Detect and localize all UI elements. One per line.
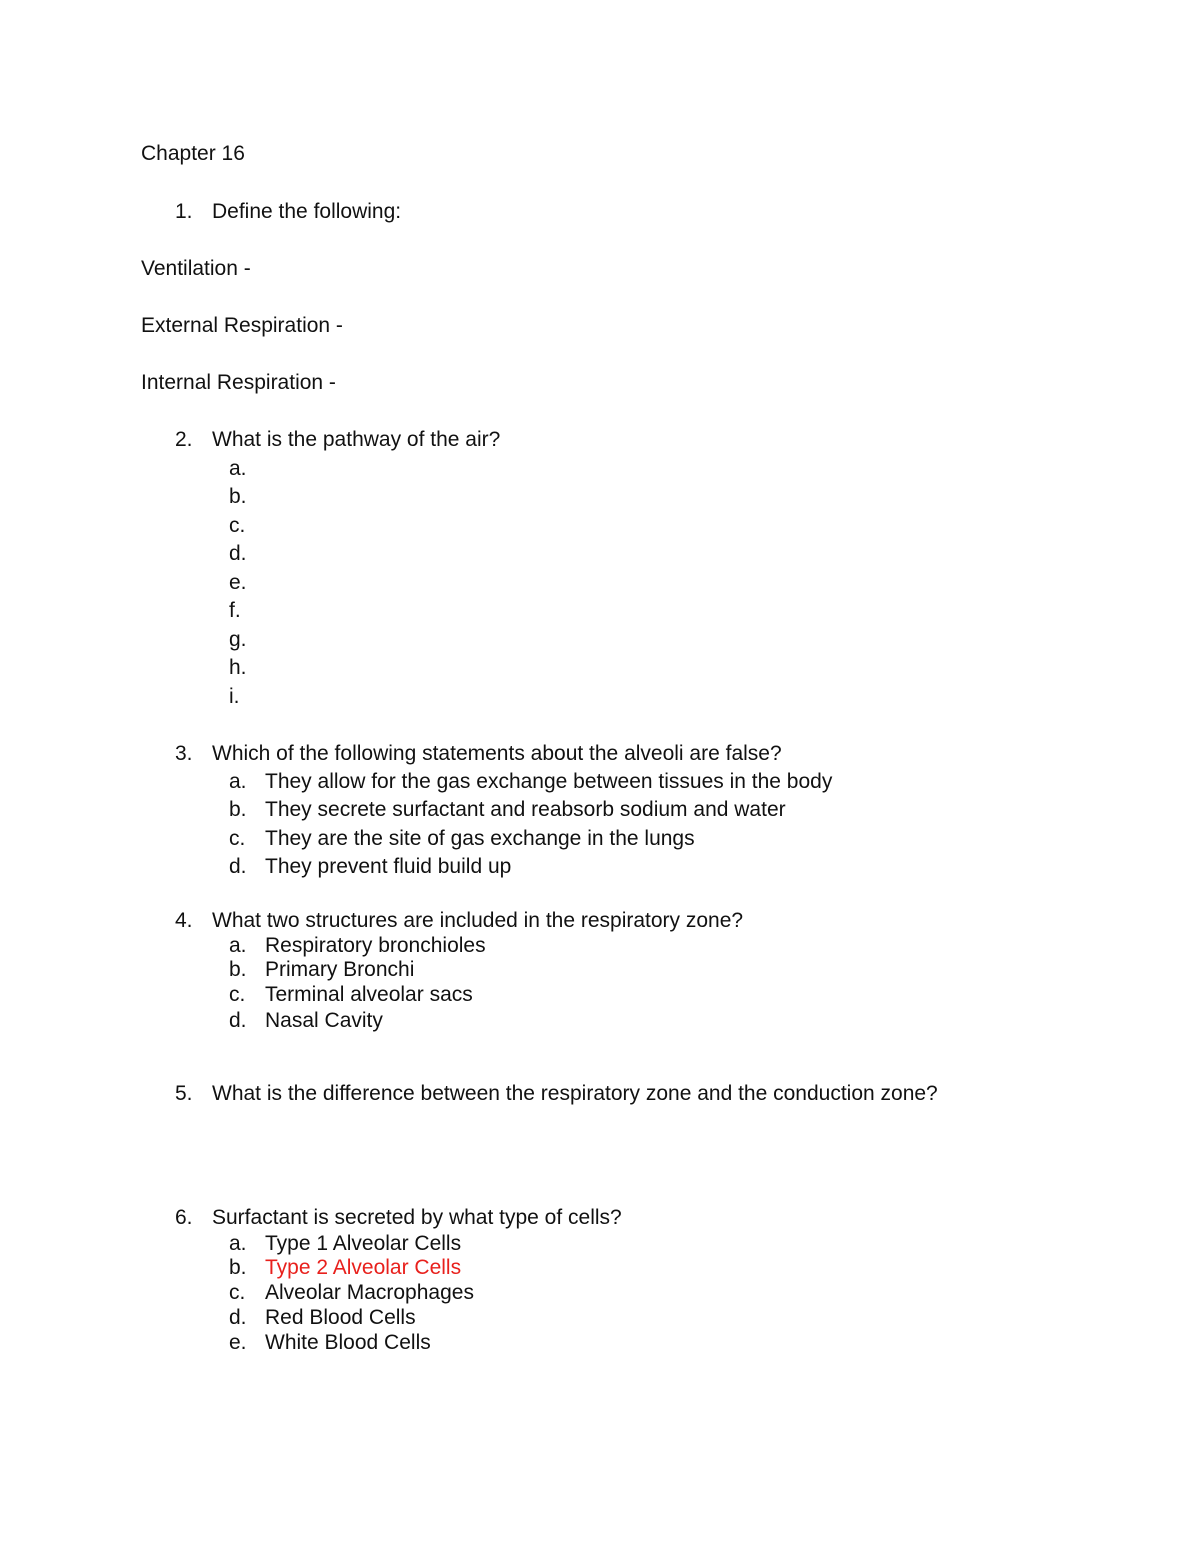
- q2-letter-d: d.: [229, 542, 247, 565]
- q3-option-d-letter: d.: [229, 855, 247, 878]
- q5-number: 5.: [175, 1082, 193, 1105]
- q4-option-b-letter: b.: [229, 958, 247, 981]
- page-title: Chapter 16: [141, 142, 245, 165]
- q6-option-e-letter: e.: [229, 1331, 247, 1354]
- q5-text: What is the difference between the respiratory zone and the conduction zone?: [212, 1082, 938, 1105]
- q1-text: Define the following:: [212, 200, 402, 223]
- q3-option-d: They prevent fluid build up: [265, 855, 512, 878]
- q4-option-d-letter: d.: [229, 1009, 247, 1032]
- q4-option-b: Primary Bronchi: [265, 958, 415, 981]
- q4-option-c-letter: c.: [229, 983, 246, 1006]
- q6-option-a-letter: a.: [229, 1232, 247, 1255]
- q6-option-b-letter: b.: [229, 1256, 247, 1279]
- q2-text: What is the pathway of the air?: [212, 428, 501, 451]
- q6-number: 6.: [175, 1206, 193, 1229]
- q2-letter-h: h.: [229, 656, 247, 679]
- term-ventilation: Ventilation -: [141, 257, 251, 280]
- term-external-respiration: External Respiration -: [141, 314, 343, 337]
- q2-letter-i: i.: [229, 685, 240, 708]
- q3-option-b: They secrete surfactant and reabsorb sodium and water: [265, 798, 786, 821]
- q4-option-d: Nasal Cavity: [265, 1009, 383, 1032]
- q6-text: Surfactant is secreted by what type of cells?: [212, 1206, 622, 1229]
- q6-option-c-letter: c.: [229, 1281, 246, 1304]
- q4-option-a-letter: a.: [229, 934, 247, 957]
- q2-letter-c: c.: [229, 514, 246, 537]
- q3-option-c: They are the site of gas exchange in the lungs: [265, 827, 695, 850]
- q6-option-a: Type 1 Alveolar Cells: [265, 1232, 462, 1255]
- term-internal-respiration: Internal Respiration -: [141, 371, 336, 394]
- q2-letter-f: f.: [229, 599, 241, 622]
- q6-option-e: White Blood Cells: [265, 1331, 431, 1354]
- q1-number: 1.: [175, 200, 193, 223]
- q3-option-c-letter: c.: [229, 827, 246, 850]
- q3-text: Which of the following statements about the alveoli are false?: [212, 742, 782, 765]
- q3-option-b-letter: b.: [229, 798, 247, 821]
- q4-text: What two structures are included in the respiratory zone?: [212, 909, 744, 932]
- q3-option-a: They allow for the gas exchange between tissues in the body: [265, 770, 833, 793]
- q3-option-a-letter: a.: [229, 770, 247, 793]
- q4-option-a: Respiratory bronchioles: [265, 934, 486, 957]
- q6-option-d: Red Blood Cells: [265, 1306, 416, 1329]
- q6-option-d-letter: d.: [229, 1306, 247, 1329]
- q6-option-b-highlighted-answer: Type 2 Alveolar Cells: [265, 1256, 462, 1279]
- q3-number: 3.: [175, 742, 193, 765]
- q4-option-c: Terminal alveolar sacs: [265, 983, 473, 1006]
- q4-number: 4.: [175, 909, 193, 932]
- q6-option-c: Alveolar Macrophages: [265, 1281, 474, 1304]
- q2-number: 2.: [175, 428, 193, 451]
- q2-letter-b: b.: [229, 485, 247, 508]
- q2-letter-e: e.: [229, 571, 247, 594]
- q2-letter-g: g.: [229, 628, 247, 651]
- q2-letter-a: a.: [229, 457, 247, 480]
